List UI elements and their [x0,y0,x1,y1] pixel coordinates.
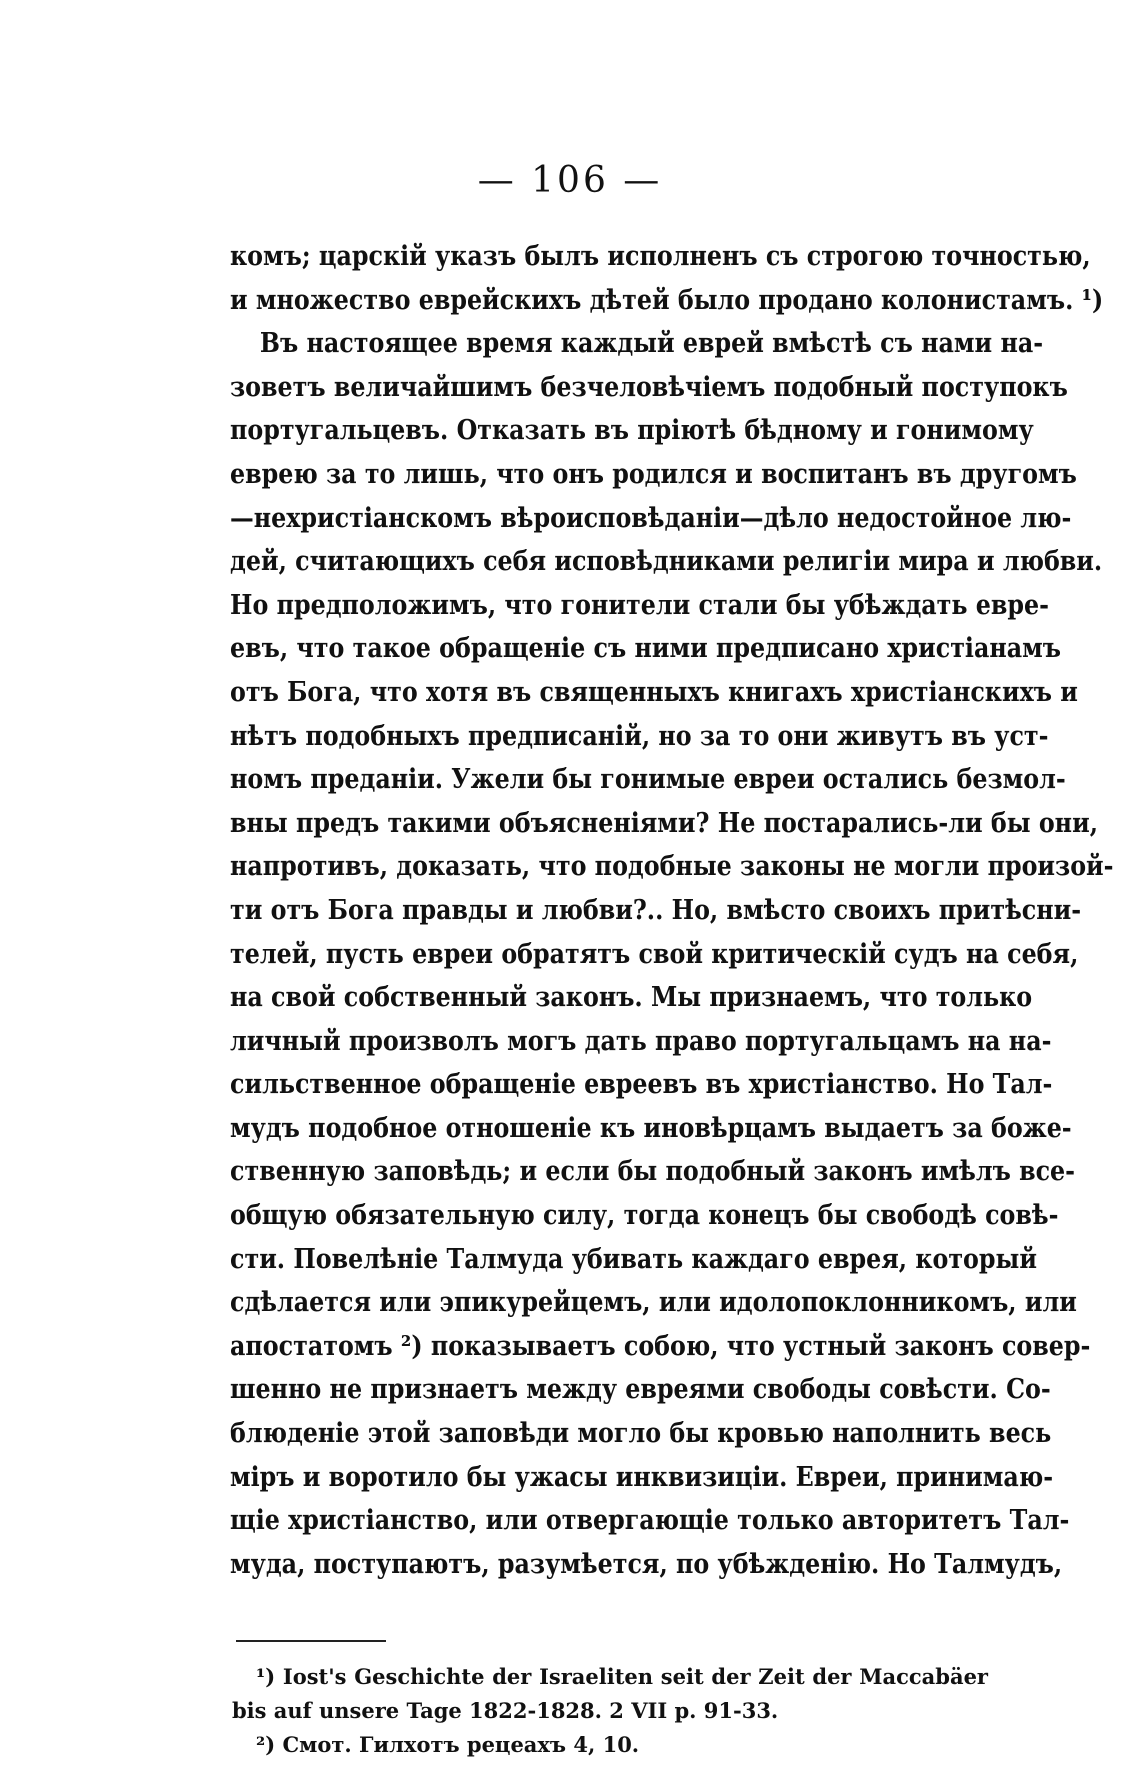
text-line: вны предъ такими объясненіями? Не постарались-ли бы они, [230,807,1098,839]
footnote-1-line-1: ¹) Iost's Geschichte der Israeliten seit der Zeit der Maccabäer [256,1664,988,1689]
text-line: португальцевъ. Отказать въ пріютѣ бѣдному и гонимому [230,415,1034,447]
text-line: щіе христіанство, или отвергающіе только авторитетъ Тал- [230,1505,1070,1537]
text-line: на свой собственный законъ. Мы признаемъ, что только [230,982,1033,1014]
text-line: отъ Бога, что хотя въ священныхъ книгахъ христіанскихъ и [230,676,1078,708]
footnote-1-line-2: bis auf unsere Tage 1822-1828. 2 VII p. 91-33. [232,1698,779,1723]
text-line: сильственное обращеніе евреевъ въ христіанство. Но Тал- [230,1069,1053,1101]
text-line: міръ и воротило бы ужасы инквизиціи. Евреи, принимаю- [230,1461,1054,1493]
text-line: муда, поступаютъ, разумѣется, по убѣжденію. Но Талмудъ, [230,1548,1063,1580]
text-line: общую обязательную силу, тогда конецъ бы свободѣ совѣ- [230,1200,1059,1232]
text-line: евъ, что такое обращеніе съ ними предписано христіанамъ [230,633,1062,665]
text-line: —нехристіанскомъ вѣроисповѣданіи—дѣло недостойное лю- [230,502,1072,534]
footnote-divider [236,1640,386,1642]
text-line: еврею за то лишь, что онъ родился и воспитанъ въ другомъ [230,458,1077,490]
text-line: сдѣлается или эпикурейцемъ, или идолопоклонникомъ, или [230,1287,1077,1319]
main-text [230,235,1114,1586]
text-line: Въ настоящее время каждый еврей вмѣстѣ съ нами на- [259,328,1044,360]
text-line: сти. Повелѣніе Талмуда убивать каждаго еврея, который [230,1243,1037,1275]
text-line: нѣтъ подобныхъ предписаній, но за то они живутъ въ уст- [230,720,1049,752]
text-line: ти отъ Бога правды и любви?.. Но, вмѣсто своихъ притѣсни- [230,894,1082,926]
text-line: номъ преданіи. Ужели бы гонимые евреи остались безмол- [230,764,1066,796]
text-line: телей, пусть евреи обратятъ свой критическій судъ на себя, [230,938,1079,970]
page-number: — 106 — [477,160,663,201]
text-line: дей, считающихъ себя исповѣдниками религіи мира и любви. [230,546,1103,578]
text-line: апостатомъ ²) показываетъ собою, что устный законъ совер- [230,1330,1091,1362]
text-line: Но предположимъ, что гонители стали бы убѣждать евре- [230,589,1050,621]
text-line: шенно не признаетъ между евреями свободы совѣсти. Со- [230,1374,1051,1406]
text-line: блюденіе этой заповѣди могло бы кровью наполнить весь [230,1418,1052,1450]
text-line: личный произволъ могъ дать право португальцамъ на на- [230,1025,1052,1057]
text-line: и множество еврейскихъ дѣтей было продано колонистамъ. ¹) [230,284,1104,316]
text-line: комъ; царскій указъ былъ исполненъ съ строгою точностью, [230,241,1091,272]
text-line: мудъ подобное отношеніе къ иновѣрцамъ выдаетъ за боже- [230,1112,1072,1144]
footnotes [232,1660,988,1762]
text-line: напротивъ, доказать, что подобные законы не могли произой- [230,851,1114,883]
text-line: зоветъ величайшимъ безчеловѣчіемъ подобный поступокъ [230,371,1068,403]
footnote-2: ²) Смот. Гилхотъ рецеахъ 4, 10. [256,1732,640,1757]
text-line: ственную заповѣдь; и если бы подобный законъ имѣлъ все- [230,1156,1076,1188]
